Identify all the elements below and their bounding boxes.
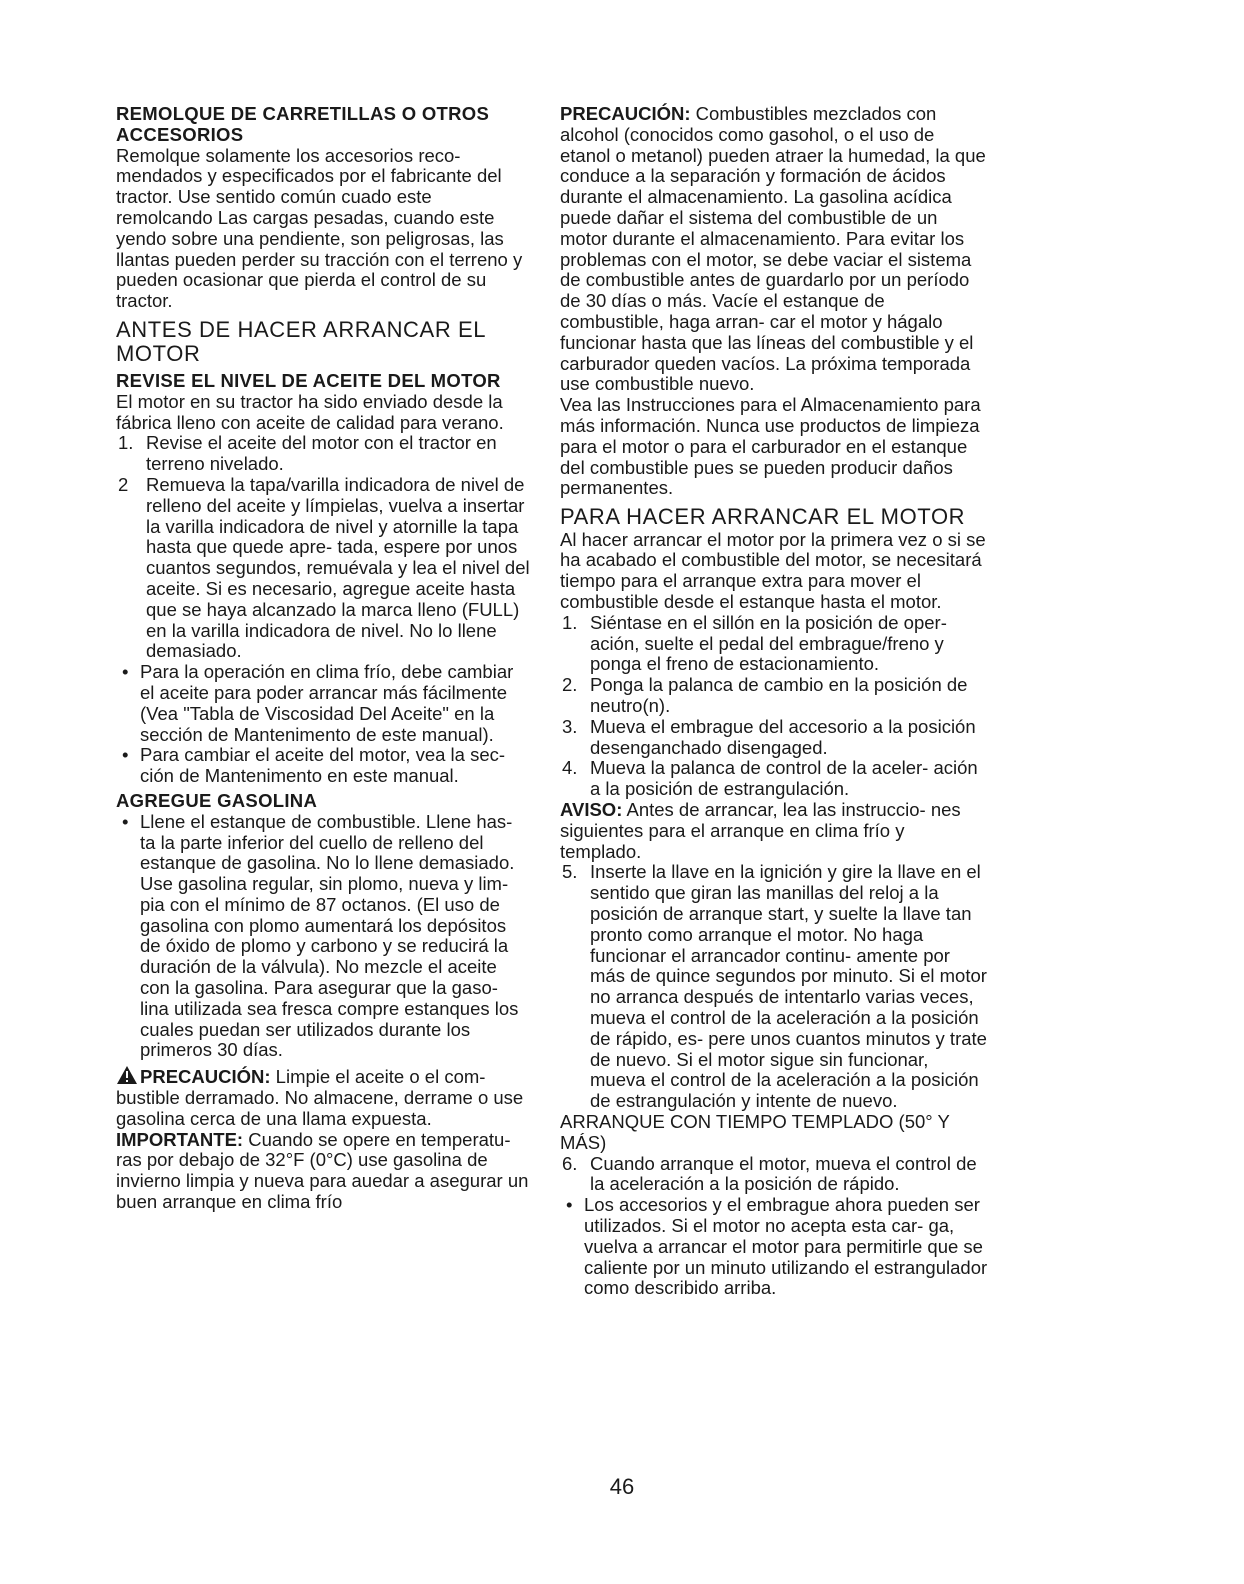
add-fuel-heading: AGREGUE GASOLINA (116, 789, 318, 811)
important-text: Cuando se opere en temperatu- ras por debajo de 32°F (0°C) use gasolina de invierno limpia y nueva para auedar a asegurar un buen arranque en clima frío (116, 1128, 529, 1213)
list-item (116, 662, 530, 745)
warm-weather-heading: ARRANQUE CON TIEMPO TEMPLADO (50° Y MÁS) (560, 1110, 950, 1153)
start-steps-list (560, 613, 988, 800)
fuel-bullets-list (116, 812, 530, 1062)
important-label: IMPORTANTE: (116, 1128, 244, 1150)
caution-paragraph (116, 1065, 530, 1129)
step-number: 2. (562, 674, 578, 696)
list-item (560, 862, 988, 1112)
list-item (116, 475, 530, 662)
precaution-paragraph (560, 104, 988, 395)
step-text: Siéntase en el sillón en la posición de oper- ación, suelte el pedal del embrague/freno y ponga el freno de estacionamiento. (590, 611, 947, 675)
list-item (560, 675, 988, 717)
towing-text: Remolque solamente los accesorios reco- mendados y especificados por el fabricante del tractor. Use sentido común cuado este remolcando Las cargas pesadas, cuando este yendo sobre una pendiente, son peligrosas, las llantas pueden perder su tracción con el terreno y pueden ocasionar que pierda el control de su tractor. (116, 144, 523, 312)
step-text: Inserte la llave en la ignición y gire la llave en el sentido que giran las manillas del reloj a la posición de arranque start, y suelte la llave tan pronto como arranque el motor. No haga funcionar el arrancador continu- amente por más de quince segundos por minuto. Si el motor no arranca después de intentarlo varias veces, mueva el control de la aceleración a la posición de rápido, es- pere unos cuantos minutos y trate de nuevo. Si el motor sigue sin funcionar, mueva el control de la aceleración a la posición de estrangulación y intente de nuevo. (590, 861, 987, 1112)
caution-label: PRECAUCIÓN: (140, 1066, 271, 1088)
step-number: 1. (118, 432, 134, 454)
right-column (560, 104, 988, 1299)
step-text: Revise el aceite del motor con el tractor en terreno nivelado. (146, 432, 497, 475)
warm-bullets-list (560, 1195, 988, 1299)
list-item (116, 433, 530, 475)
notice-text: Antes de arrancar, lea las instruccio- nes siguientes para el arranque en clima frío y templado. (560, 799, 961, 862)
oil-bullets-list (116, 662, 530, 787)
left-column (116, 104, 530, 1213)
bullet: • (122, 810, 129, 832)
start-engine-heading: PARA HACER ARRANCAR EL MOTOR (560, 504, 966, 530)
step6-list (560, 1154, 988, 1196)
step-text: Remueva la tapa/varilla indicadora de nivel de relleno del aceite y límpielas, vuelva a insertar la varilla indicadora de nivel y atornille la tapa hasta que quede apre- tada, espere por unos cuantos segundos, remuévala y lea el nivel del aceite. Si es necesario, agregue aceite hasta que se haya alcanzado la marca lleno (FULL) en la varilla indicadora de nivel. No lo llene demasiado. (146, 473, 530, 662)
storage-text: Vea las Instrucciones para el Almacenamiento para más información. Nunca use productos de limpieza para el motor o para el carburador en el estanque del combustible pues se pueden producir daños permanentes. (560, 394, 981, 499)
bullet-text: Para cambiar el aceite del motor, vea la sec- ción de Mantenimento en este manual. (140, 744, 506, 787)
list-item (560, 758, 988, 800)
precaution-text: Combustibles mezclados con alcohol (conocidos como gasohol, o el uso de etanol o metanol) pueden atraer la humedad, la que conduce a la separación y formación de ácidos durante el almacenamiento. La gasolina acídica puede dañar el sistema del combustible de un motor durante el almacenamiento. Para evitar los problemas con el motor, se debe vaciar el sistema de combustible antes de guardarlo por un período de 30 días o más. Vacíe el estanque de combustible, haga arran- car el motor y hágalo funcionar hasta que las líneas del combustible y el carburador queden vacíos. La próxima temporada use combustible nuevo. (560, 103, 986, 395)
list-item (560, 717, 988, 759)
step5-list (560, 862, 988, 1112)
step-number: 6. (562, 1152, 578, 1174)
page-number: 46 (609, 1474, 635, 1499)
list-item (560, 1195, 988, 1299)
before-start-heading: ANTES DE HACER ARRANCAR EL MOTOR (116, 316, 486, 367)
list-item (560, 1154, 988, 1196)
bullet: • (122, 661, 129, 683)
step-number: 5. (562, 861, 578, 883)
step-text: Cuando arranque el motor, mueva el control de la aceleración a la posición de rápido. (590, 1152, 977, 1195)
step-number: 4. (562, 757, 578, 779)
list-item (116, 812, 530, 1062)
step-text: Mueva el embrague del accesorio a la posición desenganchado disengaged. (590, 715, 976, 758)
oil-check-text: El motor en su tractor ha sido enviado desde la fábrica lleno con aceite de calidad para verano. (116, 390, 504, 433)
bullet-text: Llene el estanque de combustible. Llene has- ta la parte inferior del cuello de relleno del estanque de gasolina. No lo llene demasiado. Use gasolina regular, sin plomo, nueva y lim- pia con el mínimo de 87 octanos. (El uso de gasolina con plomo aumentará los depósitos de óxido de plomo y carbono y se reducirá la duración de la válvula). No mezcle el aceite con la gasolina. Para asegurar que la gaso- lina utilizada sea fresca compre estanques los cuales puedan ser utilizados durante los primeros 30 días. (140, 810, 519, 1061)
step-number: 3. (562, 715, 578, 737)
bullet: • (122, 744, 129, 766)
list-item (560, 613, 988, 675)
oil-steps-list (116, 433, 530, 662)
oil-check-heading: REVISE EL NIVEL DE ACEITE DEL MOTOR (116, 369, 501, 391)
warning-triangle-icon (116, 1065, 138, 1085)
step-text: Mueva la palanca de control de la aceler- ación a la posición de estrangulación. (590, 757, 978, 800)
bullet-text: Para la operación en clima frío, debe cambiar el aceite para poder arrancar más fácilmente (Vea "Tabla de Viscosidad Del Aceite" en la sección de Mantenimento de este manual). (140, 661, 514, 745)
list-item (116, 745, 530, 787)
important-paragraph (116, 1130, 530, 1213)
step-number: 1. (562, 611, 578, 633)
bullet: • (566, 1194, 573, 1216)
start-engine-text: Al hacer arrancar el motor por la primera vez o si se ha acabado el combustible del motor, se necesitará tiempo para el arranque extra para mover el combustible desde el estanque hasta el motor. (560, 528, 986, 613)
notice-paragraph (560, 800, 988, 862)
caution-text: Limpie el aceite o el com- bustible derramado. No almacene, derrame o use gasolina cerca de una llama expuesta. (116, 1066, 524, 1129)
bullet-text: Los accesorios y el embrague ahora pueden ser utilizados. Si el motor no acepta esta car- ga, vuelva a arrancar el motor para permitirle que se caliente por un minuto utilizando el estrangulador como describido arriba. (584, 1194, 988, 1299)
towing-heading: REMOLQUE DE CARRETILLAS O OTROS ACCESORIOS (116, 103, 490, 145)
notice-label: AVISO: (560, 799, 623, 820)
precaution-label: PRECAUCIÓN: (560, 103, 691, 124)
step-number: 2 (118, 473, 129, 495)
step-text: Ponga la palanca de cambio en la posición de neutro(n). (590, 674, 968, 717)
